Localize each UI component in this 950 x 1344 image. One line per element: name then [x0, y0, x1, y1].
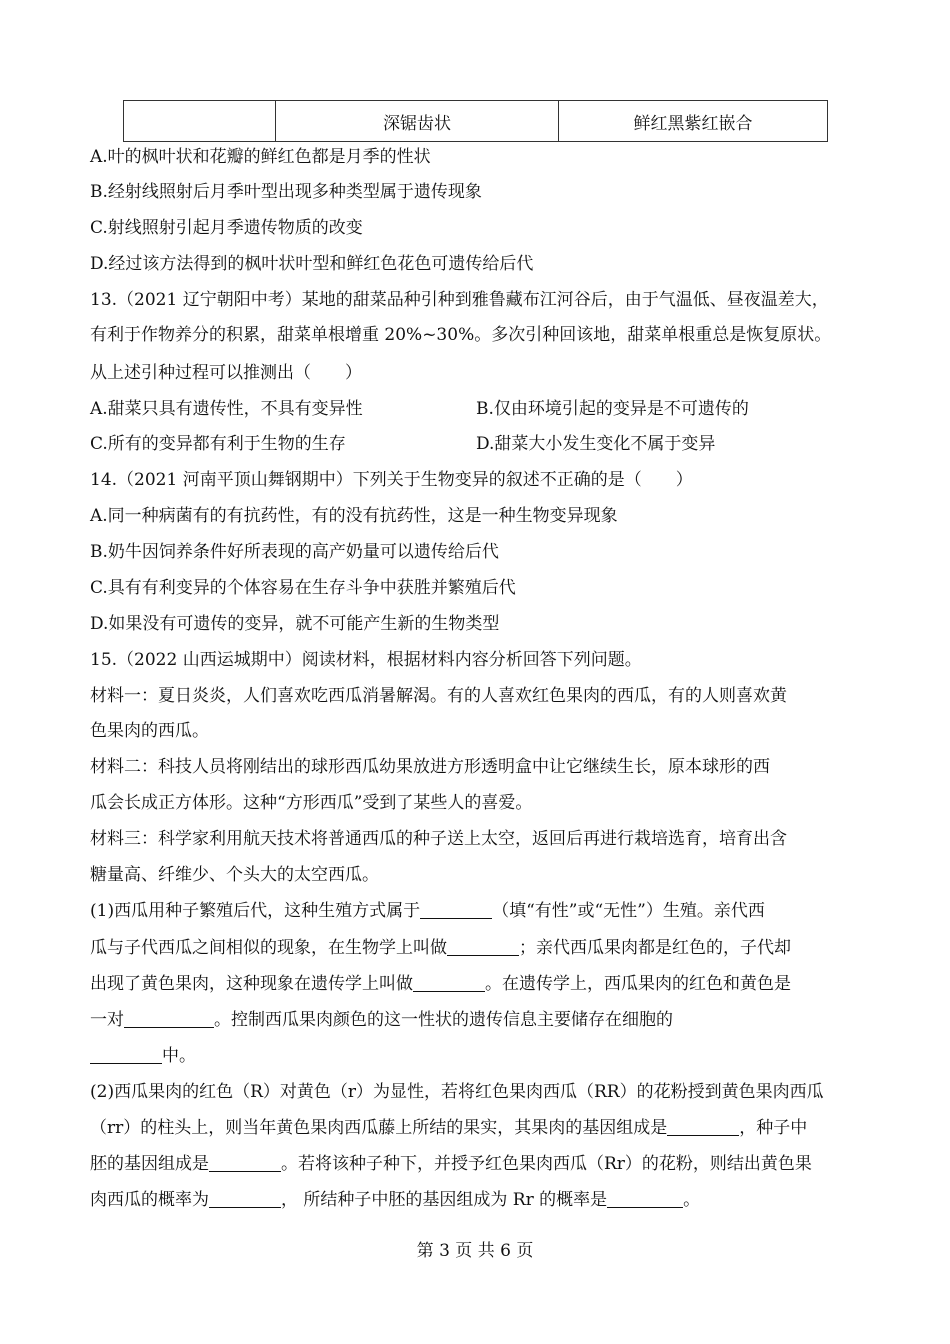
- answer-blank[interactable]: [420, 900, 492, 919]
- question-stem: 从上述引种过程可以推测出（ ）: [90, 363, 362, 383]
- question-stem: 有利于作物养分的积累，甜菜单根增重 20%~30%。多次引种回该地，甜菜单根重总是恢复原状。: [90, 325, 832, 345]
- option-b: B.经射线照射后月季叶型出现多种类型属于遗传现象: [90, 182, 482, 202]
- question-stem: 13.（2021 辽宁朝阳中考）某地的甜菜品种引种到雅鲁藏布江河谷后，由于气温低、昼夜温差大，: [90, 290, 829, 310]
- option-b: B.仅由环境引起的变异是不可遗传的: [476, 399, 749, 419]
- trait-table: [123, 100, 828, 142]
- table-cell: [124, 101, 276, 142]
- answer-blank[interactable]: [124, 1009, 214, 1028]
- sub-question-line: 胚的基因组成是 。若将该种子种下，并授予红色果肉西瓜（Rr）的花粉，则结出黄色果: [90, 1154, 812, 1174]
- option-a: A.甜菜只具有遗传性，不具有变异性: [90, 399, 363, 419]
- sub-question-line: 出现了黄色果肉，这种现象在遗传学上叫做 。在遗传学上，西瓜果肉的红色和黄色是: [90, 974, 791, 994]
- option-c: C.射线照射引起月季遗传物质的改变: [90, 218, 363, 238]
- sub-question-line: 中。: [90, 1044, 196, 1068]
- option-a: A.同一种病菌有的有抗药性，有的没有抗药性，这是一种生物变异现象: [90, 506, 618, 526]
- material-text: 材料二：科技人员将刚结出的球形西瓜幼果放进方形透明盒中让它继续生长，原本球形的西: [90, 757, 770, 777]
- answer-blank[interactable]: [607, 1189, 683, 1208]
- question-stem: 15.（2022 山西运城期中）阅读材料，根据材料内容分析回答下列问题。: [90, 650, 642, 670]
- sub-question-line: (1)西瓜用种子繁殖后代，这种生殖方式属于 （填“有性”或“无性”）生殖。亲代西: [90, 901, 765, 921]
- option-c: C.所有的变异都有利于生物的生存: [90, 434, 346, 454]
- option-b: B.奶牛因饲养条件好所表现的高产奶量可以遗传给后代: [90, 542, 499, 562]
- answer-blank[interactable]: [209, 1189, 281, 1208]
- answer-blank[interactable]: [90, 1045, 162, 1064]
- option-d: D.经过该方法得到的枫叶状叶型和鲜红色花色可遗传给后代: [90, 254, 534, 274]
- material-text: 材料一：夏日炎炎，人们喜欢吃西瓜消暑解渴。有的人喜欢红色果肉的西瓜，有的人则喜欢黄: [90, 686, 787, 706]
- option-c: C.具有有利变异的个体容易在生存斗争中获胜并繁殖后代: [90, 578, 516, 598]
- material-text: 瓜会长成正方体形。这种“方形西瓜”受到了某些人的喜爱。: [90, 793, 533, 813]
- sub-question-line: 肉西瓜的概率为 ， 所结种子中胚的基因组成为 Rr 的概率是 。: [90, 1190, 701, 1210]
- option-a: A.叶的枫叶状和花瓣的鲜红色都是月季的性状: [90, 147, 431, 167]
- sub-question-line: （rr）的柱头上，则当年黄色果肉西瓜藤上所结的果实，其果肉的基因组成是 ，种子中: [90, 1118, 808, 1138]
- option-d: D.如果没有可遗传的变异，就不可能产生新的生物类型: [90, 614, 500, 634]
- question-stem: 14.（2021 河南平顶山舞钢期中）下列关于生物变异的叙述不正确的是（ ）: [90, 470, 693, 490]
- material-text: 材料三：科学家利用航天技术将普通西瓜的种子送上太空，返回后再进行栽培选育，培育出含: [90, 829, 787, 849]
- sub-question-line: 一对 。控制西瓜果肉颜色的这一性状的遗传信息主要储存在细胞的: [90, 1010, 673, 1030]
- material-text: 糖量高、纤维少、个头大的太空西瓜。: [90, 865, 379, 885]
- table-cell: 深锯齿状: [276, 101, 559, 142]
- answer-blank[interactable]: [209, 1153, 281, 1172]
- answer-blank[interactable]: [447, 937, 519, 956]
- material-text: 色果肉的西瓜。: [90, 721, 209, 741]
- table-cell: 鲜红黑紫红嵌合: [559, 101, 828, 142]
- answer-blank[interactable]: [667, 1117, 739, 1136]
- sub-question-line: 瓜与子代西瓜之间相似的现象，在生物学上叫做 ；亲代西瓜果肉都是红色的，子代却: [90, 938, 791, 958]
- page-number: 第 3 页 共 6 页: [416, 1241, 534, 1261]
- sub-question-line: (2)西瓜果肉的红色（R）对黄色（r）为显性，若将红色果肉西瓜（RR）的花粉授到黄色果肉西瓜: [90, 1082, 824, 1102]
- answer-blank[interactable]: [413, 973, 485, 992]
- option-d: D.甜菜大小发生变化不属于变异: [476, 434, 716, 454]
